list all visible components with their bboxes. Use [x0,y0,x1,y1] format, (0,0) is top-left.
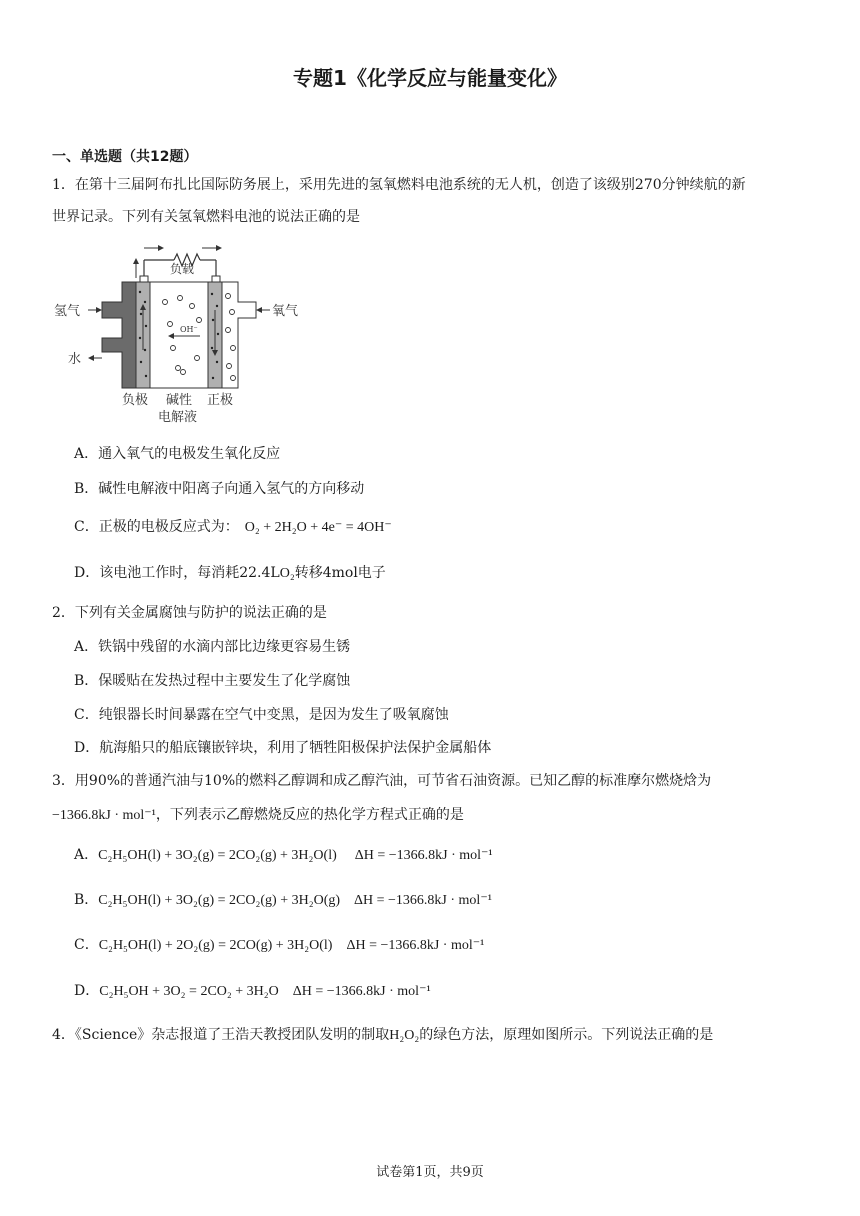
q1-option-c[interactable] [74,516,392,536]
water-label: 水 [68,352,82,367]
q4-stem [52,1024,713,1044]
q1-option-d-pre: D．该电池工作时，每消耗22.4L [74,565,280,581]
q3-option-c-equation: C₂H₅OH(l) + 2O₂(g) = 2CO(g) + 3H₂O(l) [98,938,333,953]
q2-option-d[interactable]: D．航海船只的船底镶嵌锌块，利用了牺牲阳极保护法保护金属船体 [74,740,492,756]
q3-option-d-label: D． [74,983,100,999]
q3-option-b-dh: ΔH = −1366.8kJ · mol⁻¹ [354,893,492,908]
q1-option-d-formula: O₂ [279,566,295,581]
positive-label: 正极 [207,393,234,408]
page-footer: 试卷第1页，共9页 [376,1165,484,1180]
q3-option-c-label: C． [74,937,99,953]
q1-option-a[interactable]: A．通入氧气的电极发生氧化反应 [74,446,281,462]
q4-stem-post: 的绿色方法，原理如图所示。下列说法正确的是 [419,1027,714,1043]
q3-stem-line2-text: ，下列表示乙醇燃烧反应的热化学方程式正确的是 [155,807,464,823]
hydrogen-label: 氢气 [54,304,81,319]
q1-option-d[interactable] [74,562,386,582]
q3-stem-line1: 3．用90%的普通汽油与10%的燃料乙醇调和成乙醇汽油，可节省石油资源。已知乙醇的标准摩尔燃烧焓为 [52,773,712,789]
q3-option-d-equation: C₂H₅OH + 3O₂ = 2CO₂ + 3H₂O [99,984,279,999]
q3-option-d-dh: ΔH = −1366.8kJ · mol⁻¹ [292,984,431,999]
q3-option-d[interactable] [74,980,431,1000]
section-heading: 一、单选题（共12题） [52,149,198,165]
q1-stem-line1: 1．在第十三届阿布扎比国际防务展上，采用先进的氢氧燃料电池系统的无人机，创造了该级别270分钟续航的新 [52,177,746,193]
q2-stem: 2．下列有关金属腐蚀与防护的说法正确的是 [52,605,327,621]
negative-label: 负极 [122,393,149,408]
q4-stem-pre: 4．《Science》杂志报道了王浩天教授团队发明的制取 [52,1027,390,1043]
q2-option-a[interactable]: A．铁锅中残留的水滴内部比边缘更容易生锈 [74,639,351,655]
q3-option-b[interactable] [74,889,492,909]
q2-option-c[interactable]: C．纯银器长时间暴露在空气中变黑，是因为发生了吸氧腐蚀 [74,707,449,723]
q1-option-d-post: 转移4mol电子 [294,565,386,581]
q3-option-a-label: A． [74,847,99,863]
q3-stem-line2 [52,804,464,824]
q1-option-c-text: C．正极的电极反应式为： [74,519,239,535]
q3-option-b-label: B． [74,892,99,908]
q1-option-c-formula: O₂ + 2H₂O + 4e⁻ = 4OH⁻ [244,520,392,535]
oxygen-label: 氧气 [272,304,299,319]
ion-label: OH⁻ [180,325,198,334]
electrolyte-label-2: 电解液 [158,410,198,425]
q3-option-a[interactable] [74,844,493,864]
q4-stem-formula: H₂O₂ [389,1028,420,1043]
q3-option-b-equation: C₂H₅OH(l) + 3O₂(g) = 2CO₂(g) + 3H₂O(g) [98,893,341,908]
fuel-cell-diagram [52,240,312,426]
page-title: 专题1《化学反应与能量变化》 [293,66,567,90]
q1-option-b[interactable]: B．碱性电解液中阳离子向通入氢气的方向移动 [74,481,365,497]
q3-option-c-dh: ΔH = −1366.8kJ · mol⁻¹ [346,938,485,953]
q3-option-a-dh: ΔH = −1366.8kJ · mol⁻¹ [354,848,493,863]
q3-enthalpy-value: −1366.8kJ · mol⁻¹ [52,808,156,823]
q2-option-b[interactable]: B．保暖贴在发热过程中主要发生了化学腐蚀 [74,673,351,689]
load-label: 负载 [170,262,195,276]
electrolyte-label-1: 碱性 [166,393,193,408]
q3-option-c[interactable] [74,934,484,954]
q3-option-a-equation: C₂H₅OH(l) + 3O₂(g) = 2CO₂(g) + 3H₂O(l) [98,848,337,863]
q1-stem-line2: 世界记录。下列有关氢氧燃料电池的说法正确的是 [52,209,360,225]
